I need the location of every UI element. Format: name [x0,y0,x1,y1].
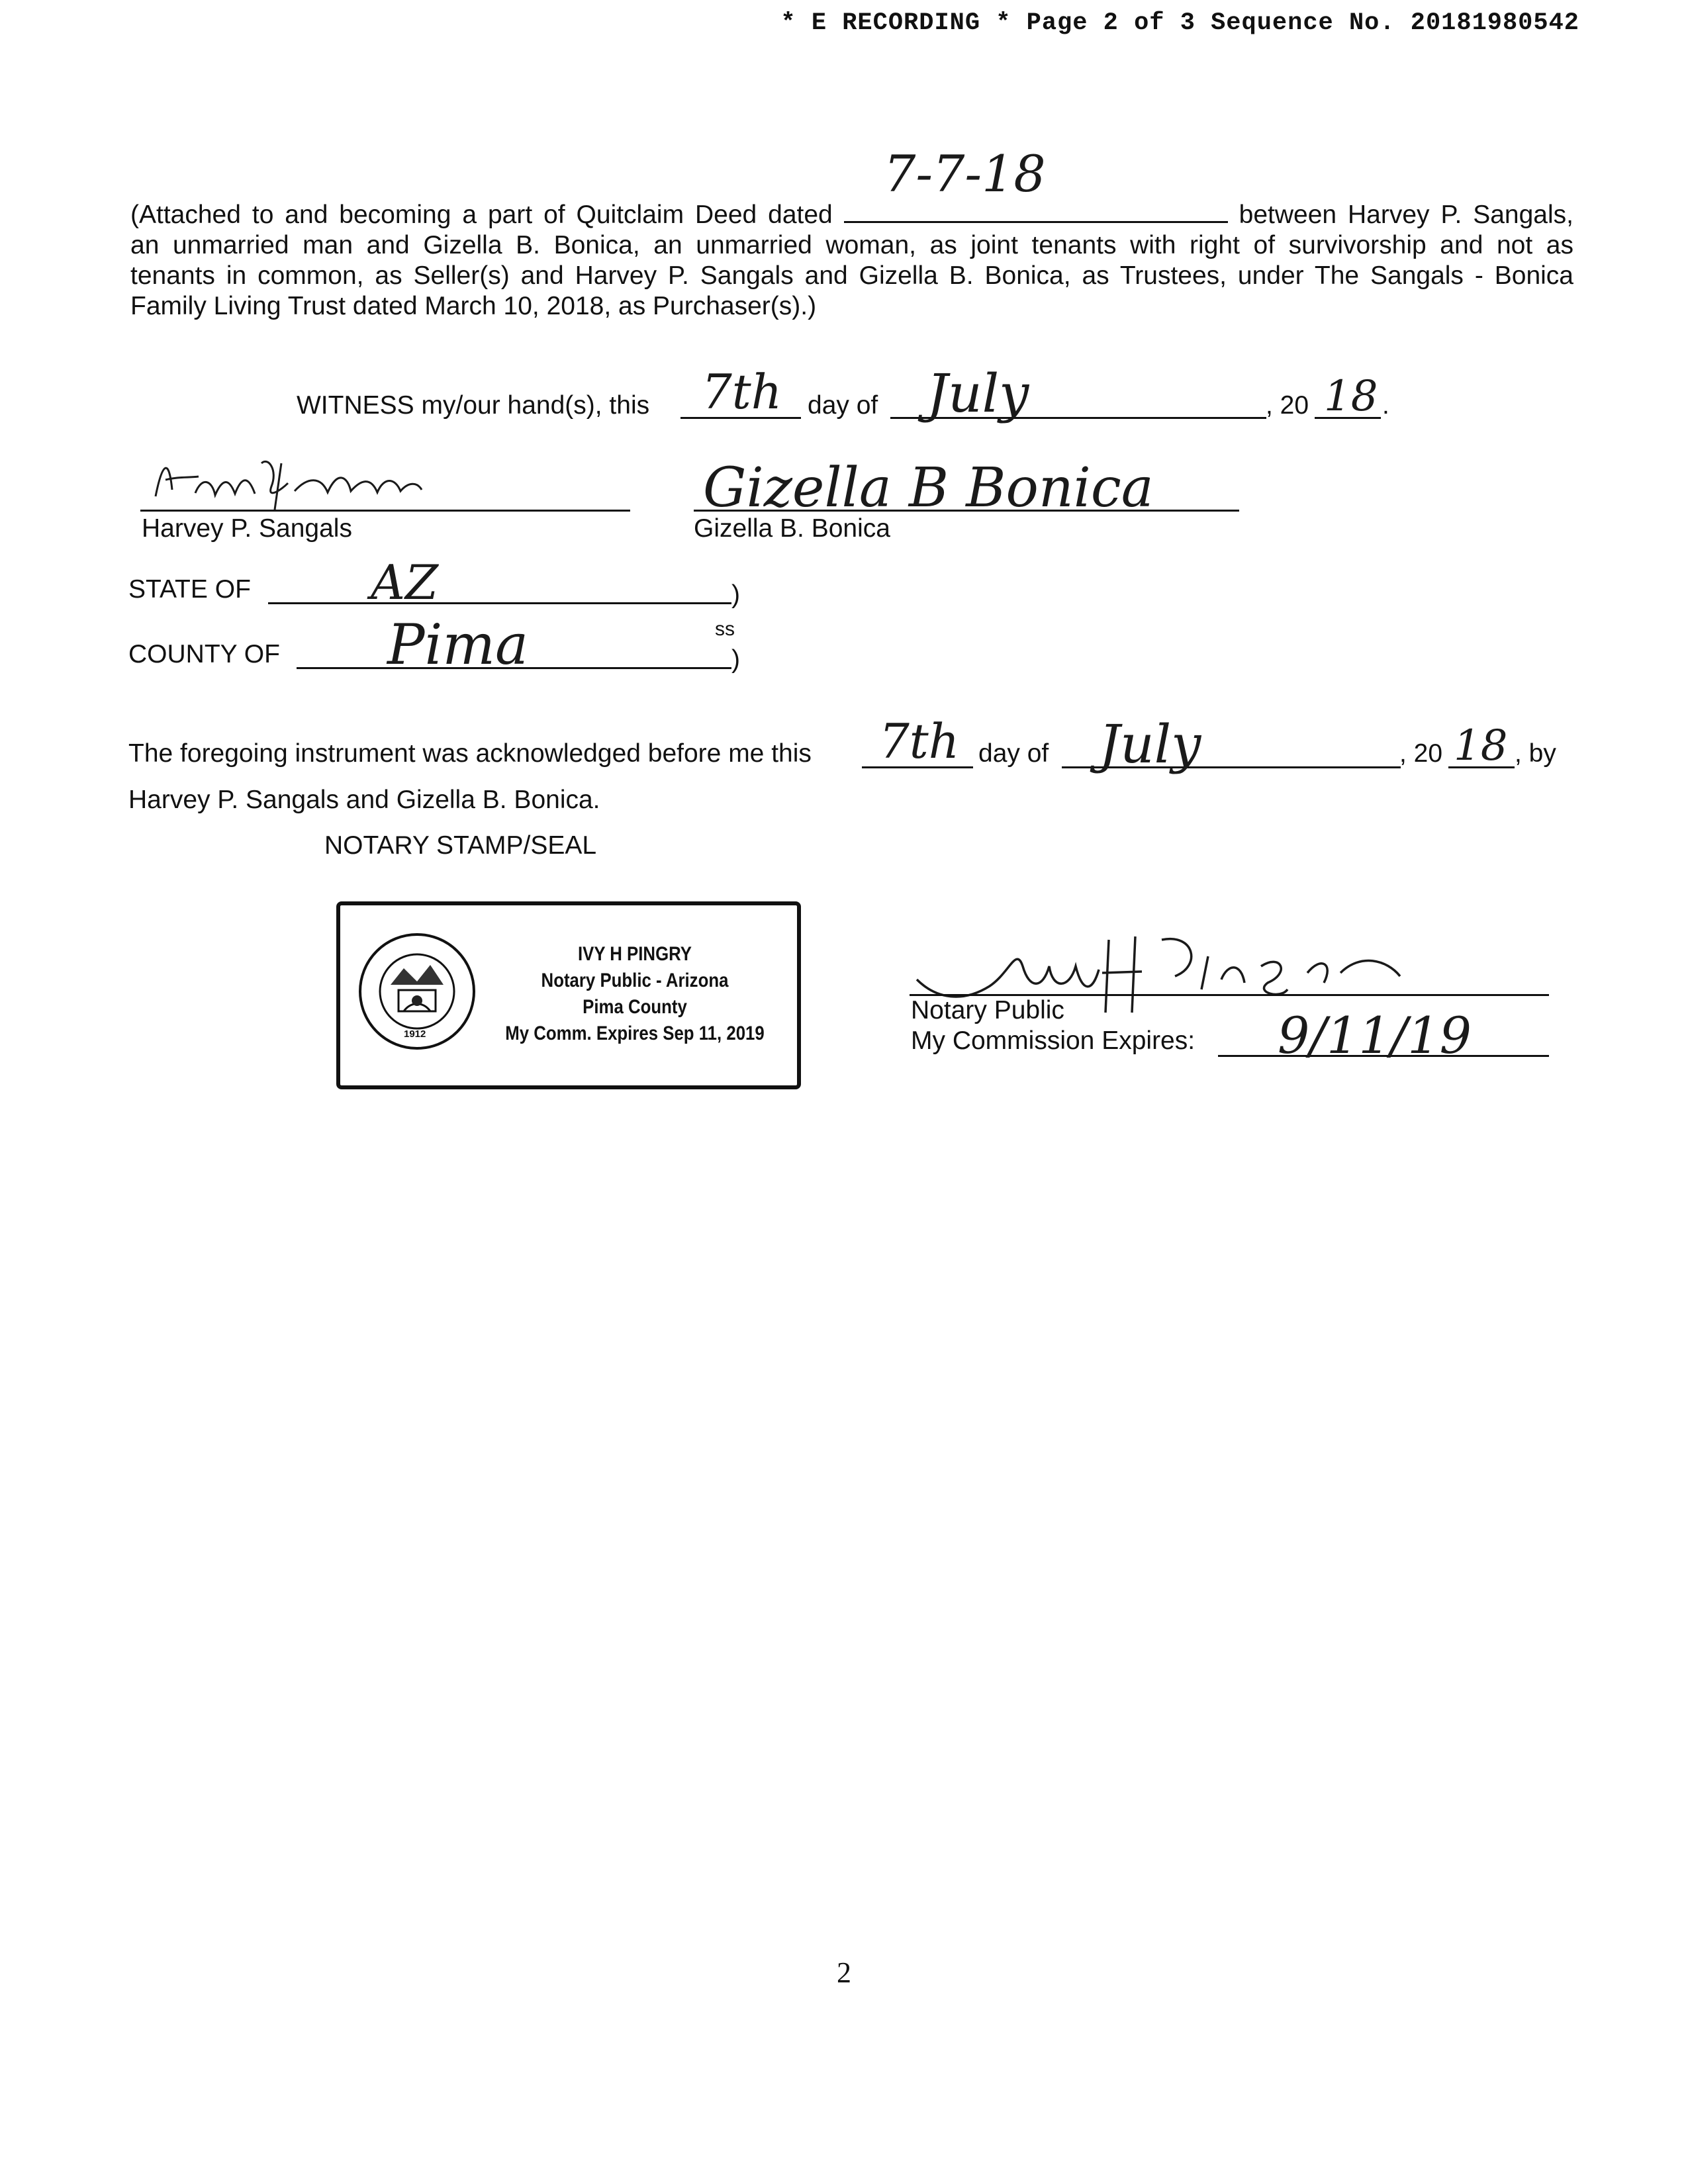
notary-public-label: Notary Public [911,996,1064,1024]
recording-header: * E RECORDING * Page 2 of 3 Sequence No. 20181980542 [780,9,1579,37]
county-handwritten: Pima [387,612,529,677]
ack-prefix: The foregoing instrument was acknowledged before me this [128,739,812,768]
left-signer-name: Harvey P. Sangals [142,514,352,543]
witness-day-of: day of [808,391,878,420]
witness-year-prefix: , 20 [1266,391,1309,420]
witness-year-handwritten: 18 [1324,372,1378,421]
state-line [268,602,731,604]
attachment-text-1: (Attached to and becoming a part of Quitclaim Deed dated [130,201,833,229]
right-signer-name: Gizella B. Bonica [694,514,890,543]
state-paren: ) [731,580,740,609]
witness-year-suffix: . [1382,391,1389,420]
notary-stamp-label: NOTARY STAMP/SEAL [324,831,597,860]
state-label: STATE OF [128,575,251,604]
commission-expires-handwritten: 9/11/19 [1278,1006,1472,1065]
notary-stamp [336,901,801,1089]
page-number: 2 [837,1956,851,1989]
commission-expires-label: My Commission Expires: [911,1026,1196,1055]
county-label: COUNTY OF [128,640,280,668]
witness-month-handwritten: July [927,363,1029,424]
ack-year-handwritten: 18 [1454,721,1508,770]
attachment-line-3: tenants in common, as Seller(s) and Harvey P. Sangals and Gizella B. Bonica, as Trustees, under The Sangals - Bonica [130,261,1573,290]
attachment-line-4: Family Living Trust dated March 10, 2018, as Purchaser(s).) [130,292,817,320]
attachment-line-2: an unmarried man and Gizella B. Bonica, an unmarried woman, as joint tenants with right of survivorship and not as [130,231,1573,259]
stamp-county: Pima County [583,996,687,1018]
attachment-text-1b: between Harvey P. Sangals, [1239,201,1573,229]
stamp-notary-name: IVY H PINGRY [577,943,692,965]
ack-year-prefix: , 20 [1399,739,1443,768]
witness-day-handwritten: 7th [702,364,782,420]
gizella-signature: Gizella B Bonica [703,457,1154,520]
ack-month-handwritten: July [1099,713,1201,775]
attachment-line-1 [130,199,1573,230]
ack-day-handwritten: 7th [879,713,960,769]
ss-label: ss [715,618,735,640]
deed-date-handwritten: 7-7-18 [884,144,1046,203]
attachment-paragraph [130,199,1573,322]
ack-year-suffix: , by [1515,739,1556,768]
stamp-text-block [501,941,769,1047]
seal-year: 1912 [404,1028,426,1040]
state-handwritten: AZ [371,555,439,610]
stamp-expires: My Comm. Expires Sep 11, 2019 [505,1023,765,1044]
ack-day-of: day of [978,739,1049,768]
stamp-notary-title: Notary Public - Arizona [541,970,729,991]
county-paren: ) [731,645,740,674]
harvey-signature-scribble [149,450,427,516]
ack-line-2: Harvey P. Sangals and Gizella B. Bonica. [128,786,600,814]
witness-prefix: WITNESS my/our hand(s), this [297,391,650,420]
